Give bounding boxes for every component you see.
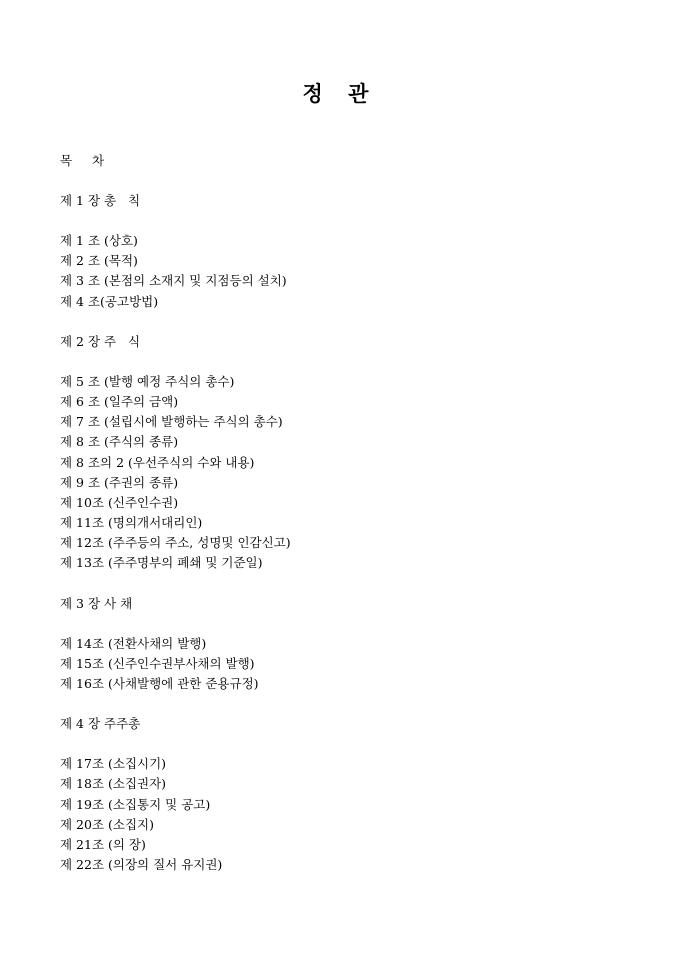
chapter-3 <box>60 594 650 695</box>
article-item: 제 8 조 (주식의 종류) <box>60 434 179 450</box>
article-item: 제 2 조 (목적) <box>60 253 138 269</box>
article-item: 제 5 조 (발행 예정 주식의 총수) <box>60 373 235 389</box>
article-item: 제 19조 (소집통지 및 공고) <box>60 796 211 812</box>
chapter-1 <box>60 191 650 312</box>
chapter-title: 제 2 장 주 식 <box>60 333 141 349</box>
article-item: 제 15조 (신주인수권부사채의 발행) <box>60 655 255 671</box>
chapter-4 <box>60 714 650 875</box>
article-item: 제 21조 (의 장) <box>60 836 146 852</box>
article-item: 제 14조 (전환사채의 발행) <box>60 635 207 651</box>
article-list <box>60 372 650 574</box>
article-item: 제 16조 (사채발행에 관한 준용규정) <box>60 676 259 691</box>
article-item: 제 18조 (소집권자) <box>60 776 167 792</box>
chapter-title: 제 1 장 총 칙 <box>60 193 141 208</box>
article-item: 제 20조 (소집지) <box>60 816 154 832</box>
article-item: 제 4 조(공고방법) <box>60 293 159 309</box>
article-item: 제 9 조 (주권의 종류) <box>60 474 179 490</box>
article-item: 제 1 조 (상호) <box>60 233 138 248</box>
article-item: 제 22조 (의장의 질서 유지권) <box>60 857 223 873</box>
document-title: 정 관 <box>302 81 378 106</box>
article-item: 제 11조 (명의개서대리인) <box>60 515 203 531</box>
article-list <box>60 231 650 312</box>
chapter-title: 제 3 장 사 채 <box>60 595 133 611</box>
chapter-title: 제 4 장 주주총 <box>60 716 141 732</box>
article-item: 제 17조 (소집시기) <box>60 756 167 772</box>
article-item: 제 3 조 (본점의 소재지 및 지점등의 설치) <box>60 273 287 289</box>
article-item: 제 6 조 (일주의 금액) <box>60 393 179 409</box>
article-list <box>60 634 650 695</box>
toc-heading: 목 차 <box>60 153 109 168</box>
article-item: 제 7 조 (설립시에 발행하는 주식의 총수) <box>60 414 283 430</box>
chapter-2 <box>60 332 650 574</box>
article-item: 제 13조 (주주명부의 폐쇄 및 기준일) <box>60 555 263 571</box>
table-of-contents <box>60 151 650 875</box>
article-item: 제 12조 (주주등의 주소, 성명및 인감신고) <box>60 535 291 551</box>
article-list <box>60 754 650 875</box>
article-item: 제 8 조의 2 (우선주식의 수와 내용) <box>60 454 255 470</box>
article-item: 제 10조 (신주인수권) <box>60 494 179 510</box>
